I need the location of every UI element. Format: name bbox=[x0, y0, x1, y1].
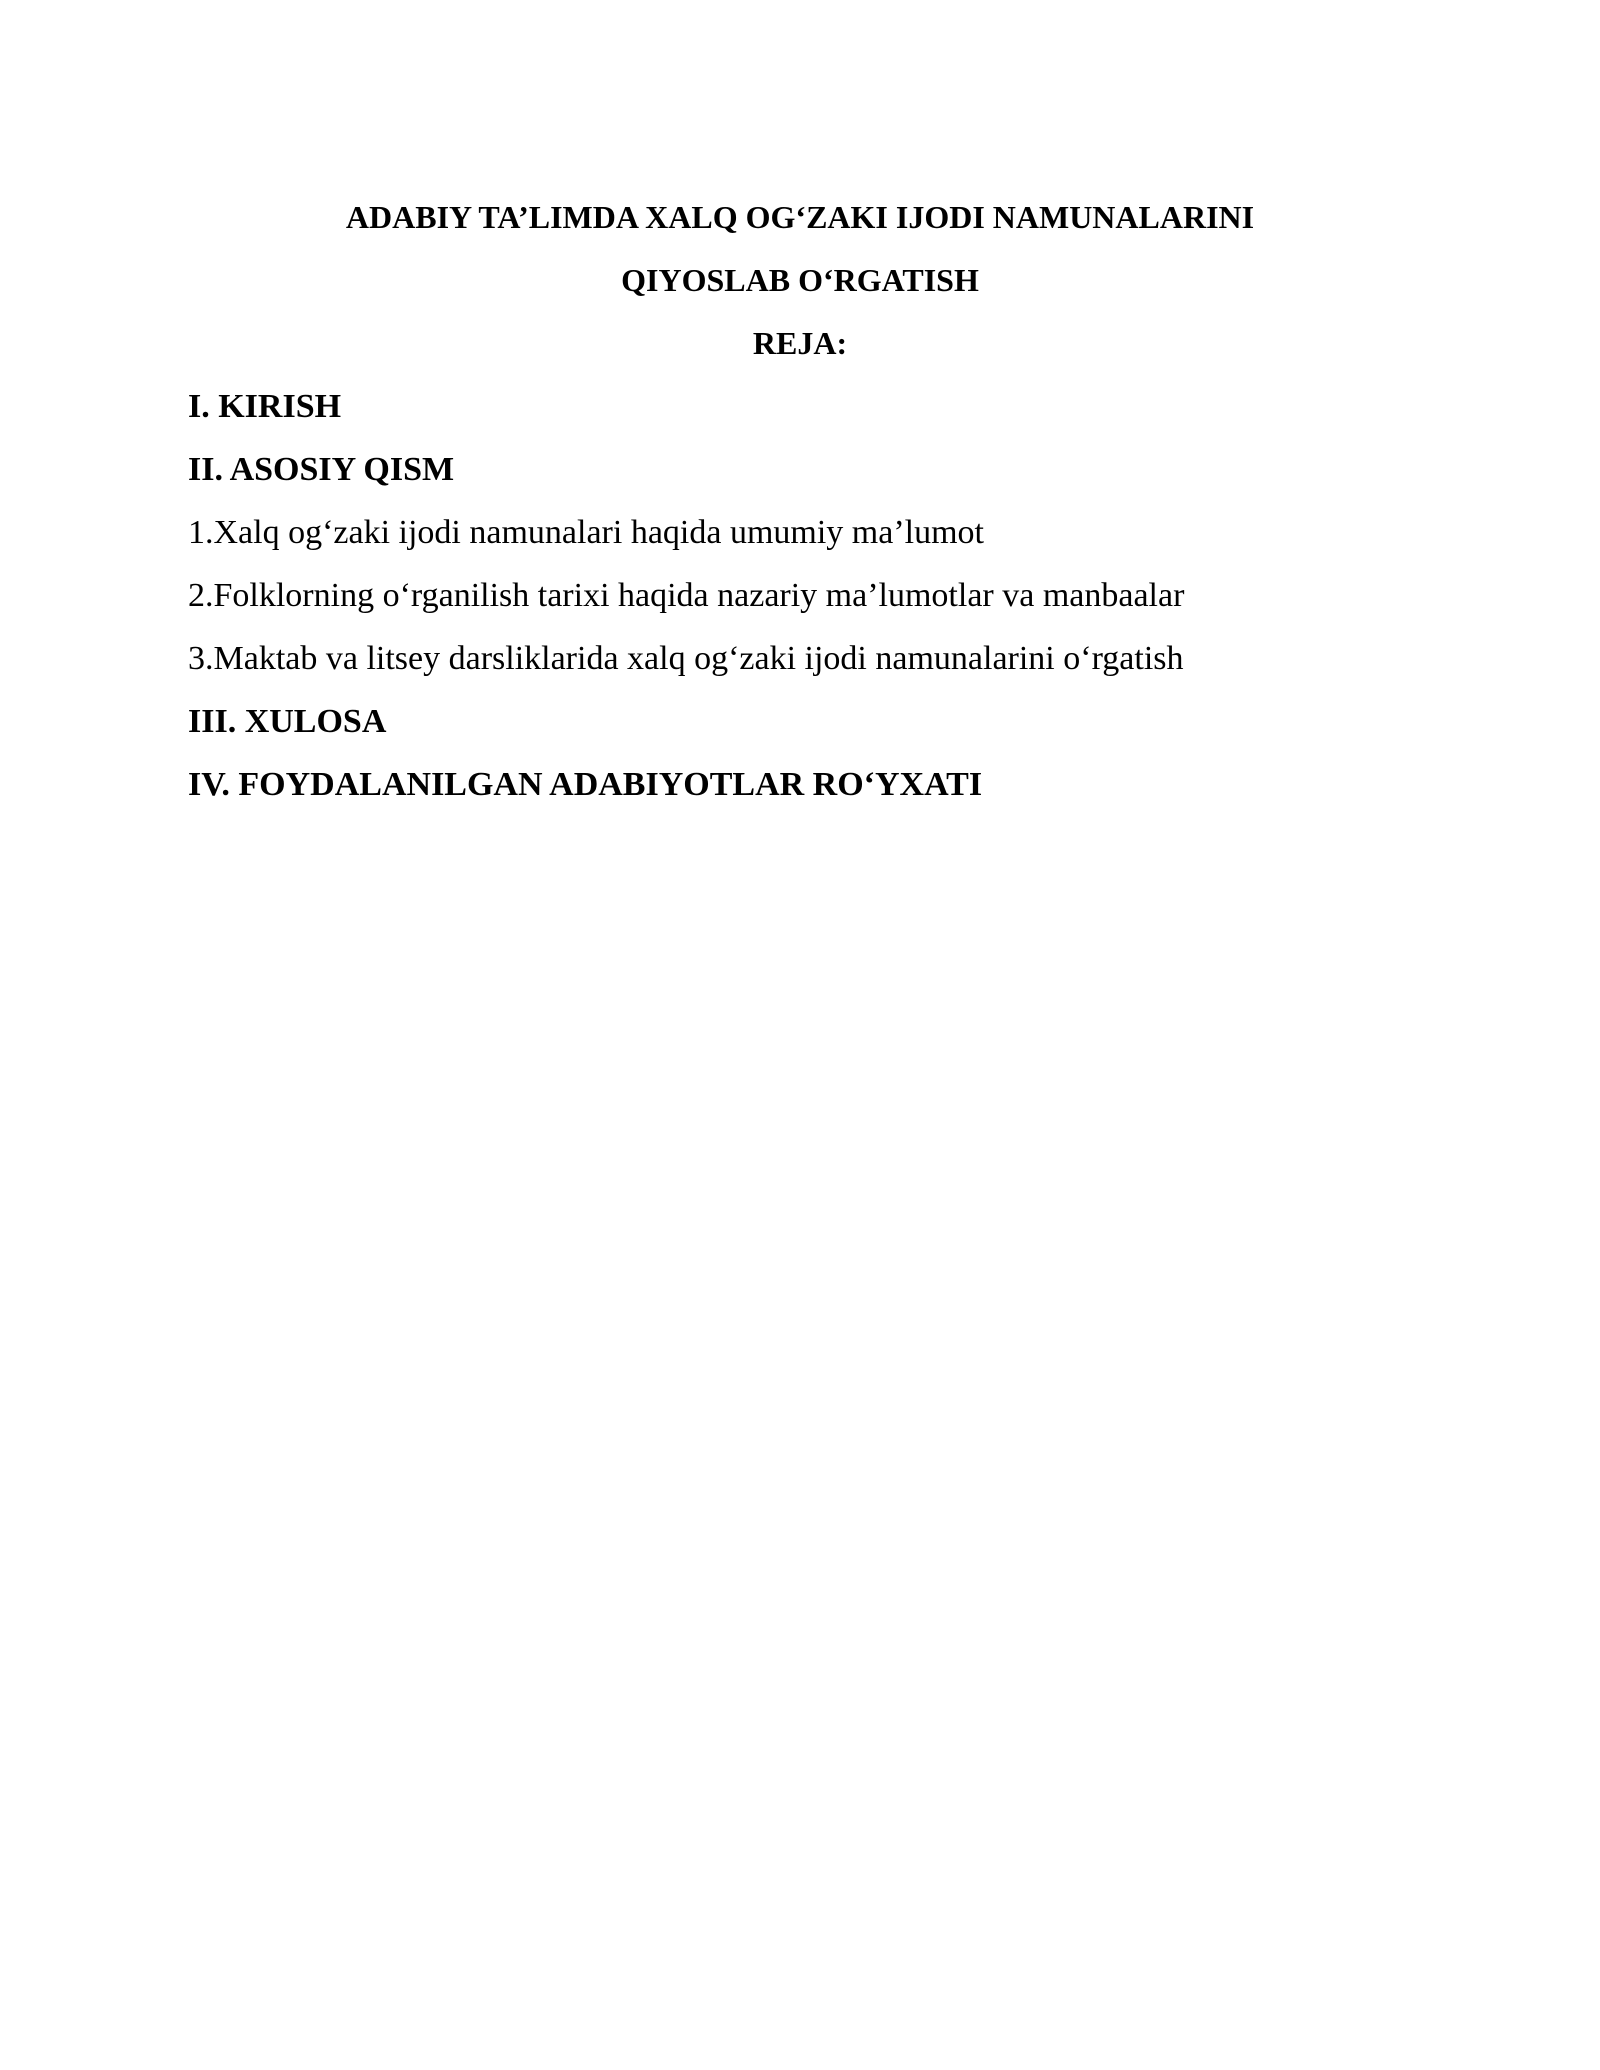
plan-item-subsection-2: 2.Folklorning o‘rganilish tarixi haqida nazariy ma’lumotlar va manbaalar bbox=[188, 577, 1185, 614]
plan-item-subsection-3: 3.Maktab va litsey darsliklarida xalq og‘zaki ijodi namunalarini o‘rgatish bbox=[188, 640, 1184, 677]
plan-item-conclusion: III. XULOSA bbox=[188, 703, 387, 740]
plan-item-introduction: I. KIRISH bbox=[188, 388, 342, 425]
plan-heading: REJA: bbox=[752, 325, 848, 361]
plan-item-subsection-1: 1.Xalq og‘zaki ijodi namunalari haqida umumiy ma’lumot bbox=[188, 514, 984, 551]
document-title-line-1: ADABIY TA’LIMDA XALQ OG‘ZAKI IJODI NAMUNALARINI bbox=[345, 199, 1255, 235]
plan-item-references: IV. FOYDALANILGAN ADABIYOTLAR RO‘YXATI bbox=[188, 766, 983, 803]
document-title-line-2: QIYOSLAB O‘RGATISH bbox=[621, 262, 979, 298]
document-content bbox=[188, 186, 1412, 816]
plan-item-main-part: II. ASOSIY QISM bbox=[188, 451, 455, 488]
